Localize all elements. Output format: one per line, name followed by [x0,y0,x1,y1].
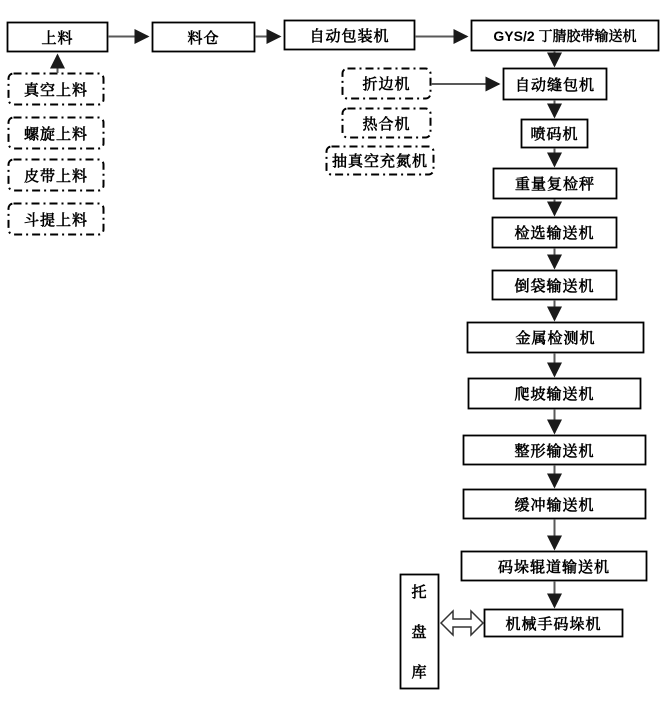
node-palletizing-roller-conveyor: 码垛辊道输送机 [497,558,610,576]
pallet-store-char-3: 库 [411,664,428,681]
double-arrow-icon [441,611,483,635]
node-bag-turning-conveyor: 倒袋输送机 [514,277,595,295]
node-screw-feed: 螺旋上料 [23,125,88,143]
node-belt-feed: 皮带上料 [23,167,88,185]
node-sorting-conveyor: 检选输送机 [514,225,595,242]
node-feed: 上料 [41,29,74,47]
pallet-store-char-2: 盘 [411,624,428,641]
node-bag-sewer: 自动缝包机 [514,76,595,94]
node-vacuum-feed: 真空上料 [23,81,88,99]
node-auto-packer: 自动包装机 [309,27,390,45]
node-shaping-conveyor: 整形输送机 [514,442,595,460]
node-heat-sealer: 热合机 [362,115,411,133]
node-gys-belt-conveyor: GYS/2 丁腈胶带输送机 [493,27,637,44]
node-buffer-conveyor: 缓冲输送机 [514,496,595,514]
node-hopper-feed: 斗提上料 [23,211,88,229]
node-vacuum-nitrogen-filler: 抽真空充氮机 [331,153,428,170]
node-silo: 料仓 [187,29,220,47]
node-edge-folder: 折边机 [362,76,411,93]
node-robot-palletizer: 机械手码垛机 [505,615,602,633]
pallet-store-char-1: 托 [411,584,428,601]
node-pallet-store [400,574,439,689]
node-inkjet-printer: 喷码机 [530,126,579,143]
node-checkweigher: 重量复检秤 [514,176,595,193]
node-incline-conveyor: 爬坡输送机 [514,386,595,403]
node-metal-detector: 金属检测机 [515,330,596,347]
